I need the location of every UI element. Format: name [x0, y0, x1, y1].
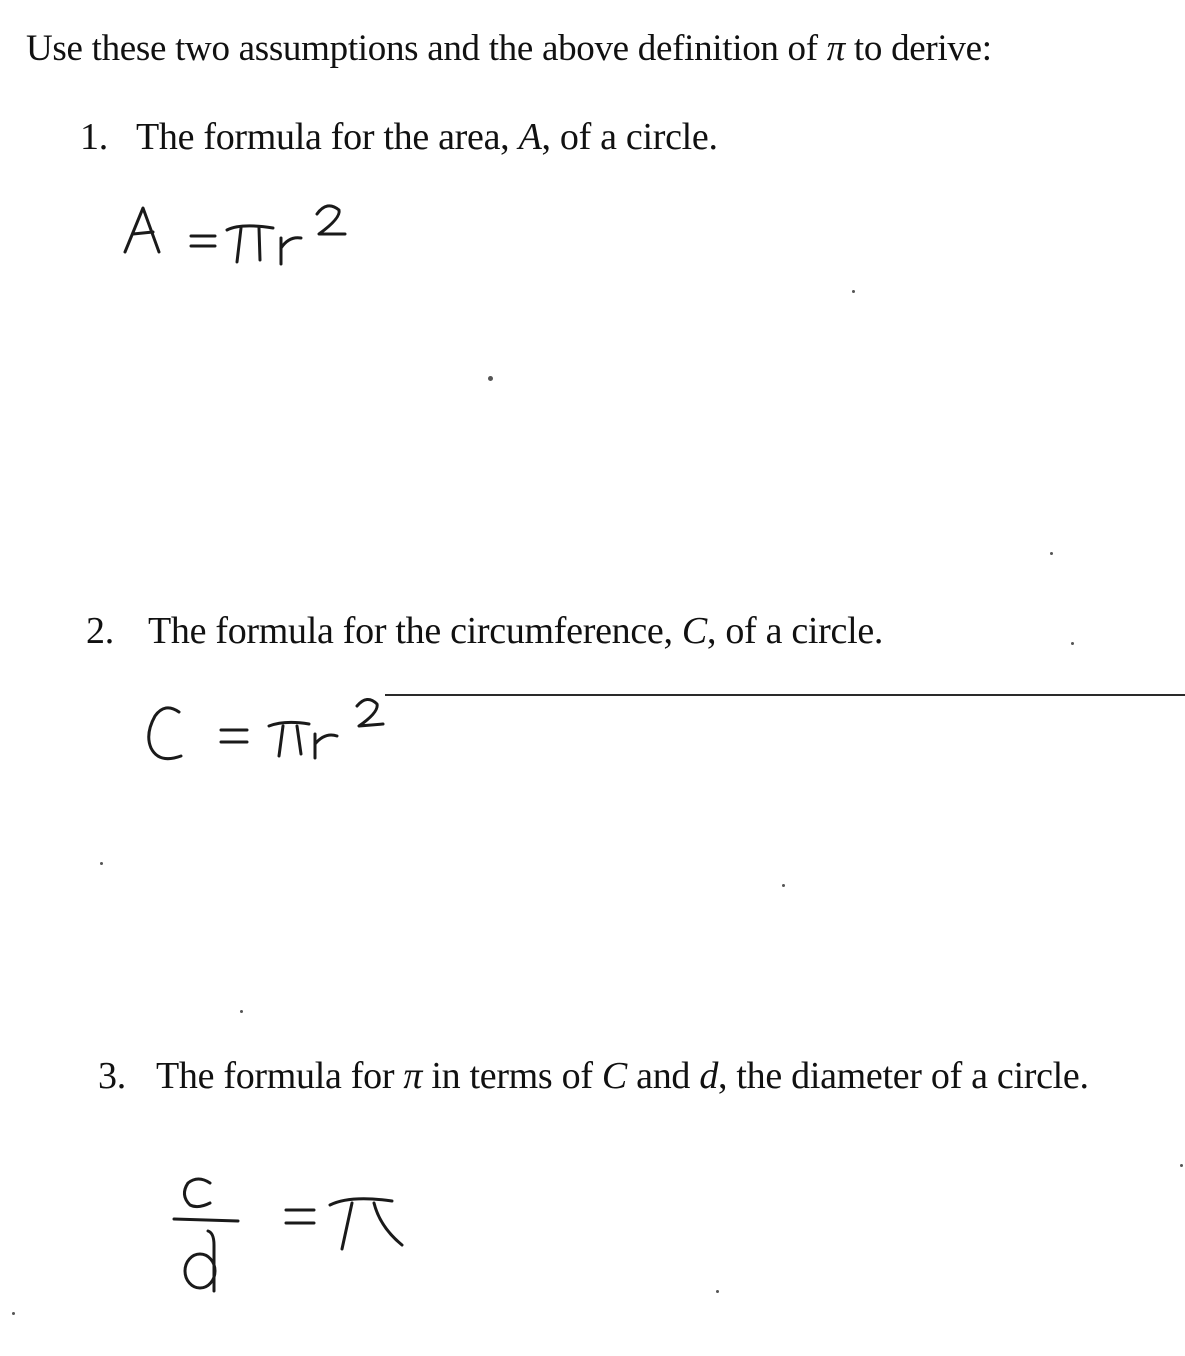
variable-c: C: [681, 610, 707, 652]
question-number: 1.: [80, 116, 108, 158]
answer-rule-line: [385, 694, 1185, 696]
paper-speck: [1180, 1164, 1183, 1167]
question-number: 2.: [86, 610, 114, 652]
question-text-mid: and: [626, 1055, 700, 1097]
instruction-text-start: Use these two assumptions and the above definition of: [26, 28, 827, 69]
paper-speck: [852, 290, 855, 293]
paper-speck: [1071, 642, 1074, 645]
paper-speck: [240, 1010, 243, 1013]
question-text-end: , of a circle.: [541, 116, 718, 158]
paper-speck: [1050, 552, 1053, 555]
instruction-heading: [26, 30, 992, 67]
question-text: The formula for the circumference,: [148, 610, 682, 652]
question-number: 3.: [98, 1055, 126, 1097]
question-text-end: , of a circle.: [706, 610, 884, 652]
pi-symbol: π: [826, 28, 845, 69]
paper-speck: [716, 1290, 719, 1293]
handwritten-answer-1: [115, 190, 375, 280]
variable-c: C: [601, 1055, 627, 1097]
paper-speck: [100, 862, 103, 865]
instruction-text-end: to derive:: [844, 28, 992, 69]
handwritten-answer-2: [135, 690, 415, 780]
variable-d: d: [699, 1055, 719, 1097]
pi-symbol: π: [403, 1055, 423, 1097]
question-3: [98, 1057, 1089, 1095]
question-text: The formula for the area,: [136, 116, 519, 158]
question-text-end: , the diameter of a circle.: [718, 1055, 1089, 1097]
question-text-mid: in terms of: [422, 1055, 602, 1097]
paper-speck: [488, 376, 493, 381]
variable-a: A: [518, 116, 542, 158]
paper-speck: [12, 1312, 15, 1315]
question-2: [86, 612, 883, 650]
question-1: [80, 118, 718, 156]
handwritten-answer-3: [170, 1165, 430, 1305]
paper-speck: [782, 884, 785, 887]
question-text: The formula for: [156, 1055, 404, 1097]
